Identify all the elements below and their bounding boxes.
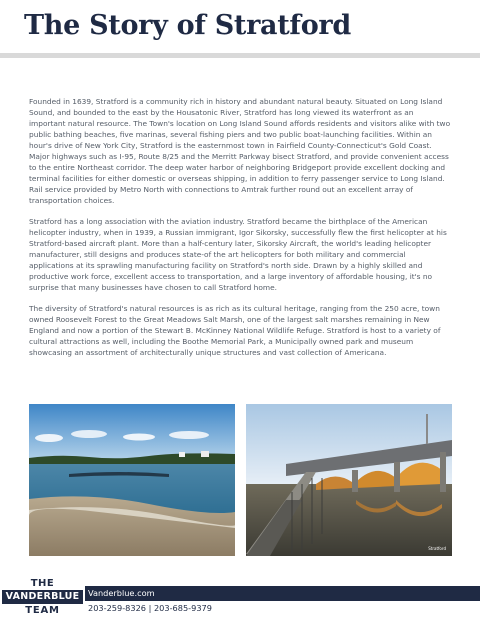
logo-line-the: THE xyxy=(30,578,55,589)
paragraph-aviation: Stratford has a long association with the aviation industry. Stratford became the birthplace of the American helicopter industry, when in 1939, a Russian immigrant, Igor Sikorsky, successfully flew the first helicopter at his Stratford-based aircraft plant. More than a half-century later, Sikorsky Aircraft, the world's leading helicopter manufacturer, still designs and produces state-of the art helicopters for both military and commercial applications at its sprawling manufacturing facility on Stratford's north side. Drawn by a highly skilled and productive work force, excellent access to transportation, and a large inventory of affordable housing, it's no surprise that many businesses have chosen to call Stratford home. xyxy=(29,217,447,292)
paragraph-founding: Founded in 1639, Stratford is a community rich in history and abundant natural beauty. Situated on Long Island Sound, and bounded to the east by the Housatonic River, Stratford has long viewed its waterfront as an important natural resource. The Town's location on Long Island Sound affords residents and visitors alike with two public bathing beaches, five marinas, several fishing piers and two public boat-launching facilities. Within an hour's drive of New York City, Stratford is the easternmost town in Fairfield County-Connecticut's Gold Coast. Major highways such as I-95, Route 8/25 and the Merritt Parkway bisect Stratford, and provide convenient access to the entire Northeast corridor. The deep water harbor of neighboring Bridgeport provide excellent docking and terminal facilities for either domestic or overseas shipping, in addition to ferry passenger service to Long Island. Rail service provided by Metro North with connections to Amtrak further round out an excellent array of transportation choices. xyxy=(29,97,451,205)
page-title: The Story of Stratford xyxy=(24,10,351,41)
bridge-photo xyxy=(246,404,452,556)
vanderblue-team-logo xyxy=(0,574,85,618)
phone-numbers: 203-259-8326 | 203-685-9379 xyxy=(88,603,212,613)
logo-line-vanderblue: VANDERBLUE xyxy=(2,590,83,604)
paragraph-natural-resources: The diversity of Stratford's natural resources is as rich as its cultural heritage, ranging from the 250 acre, town owned Roosevelt Forest to the Great Meadows Salt Marsh, one of the largest salt marshes remaining in New England and now a portion of the Stewart B. McKinney National Wildlife Refuge. Stratford is host to a variety of cultural attractions as well, including the Boothe Memorial Park, a Municipally owned park and museum showcasing an assortment of architecturally unique structures and vast collection of Americana. xyxy=(29,304,441,357)
article-body xyxy=(29,96,451,368)
website-link[interactable]: Vanderblue.com xyxy=(88,588,155,598)
footer xyxy=(0,572,480,621)
title-divider xyxy=(0,53,480,58)
photo-credit: Stratford xyxy=(428,546,446,551)
logo-line-team: TEAM xyxy=(25,605,60,616)
beach-photo xyxy=(29,404,235,556)
